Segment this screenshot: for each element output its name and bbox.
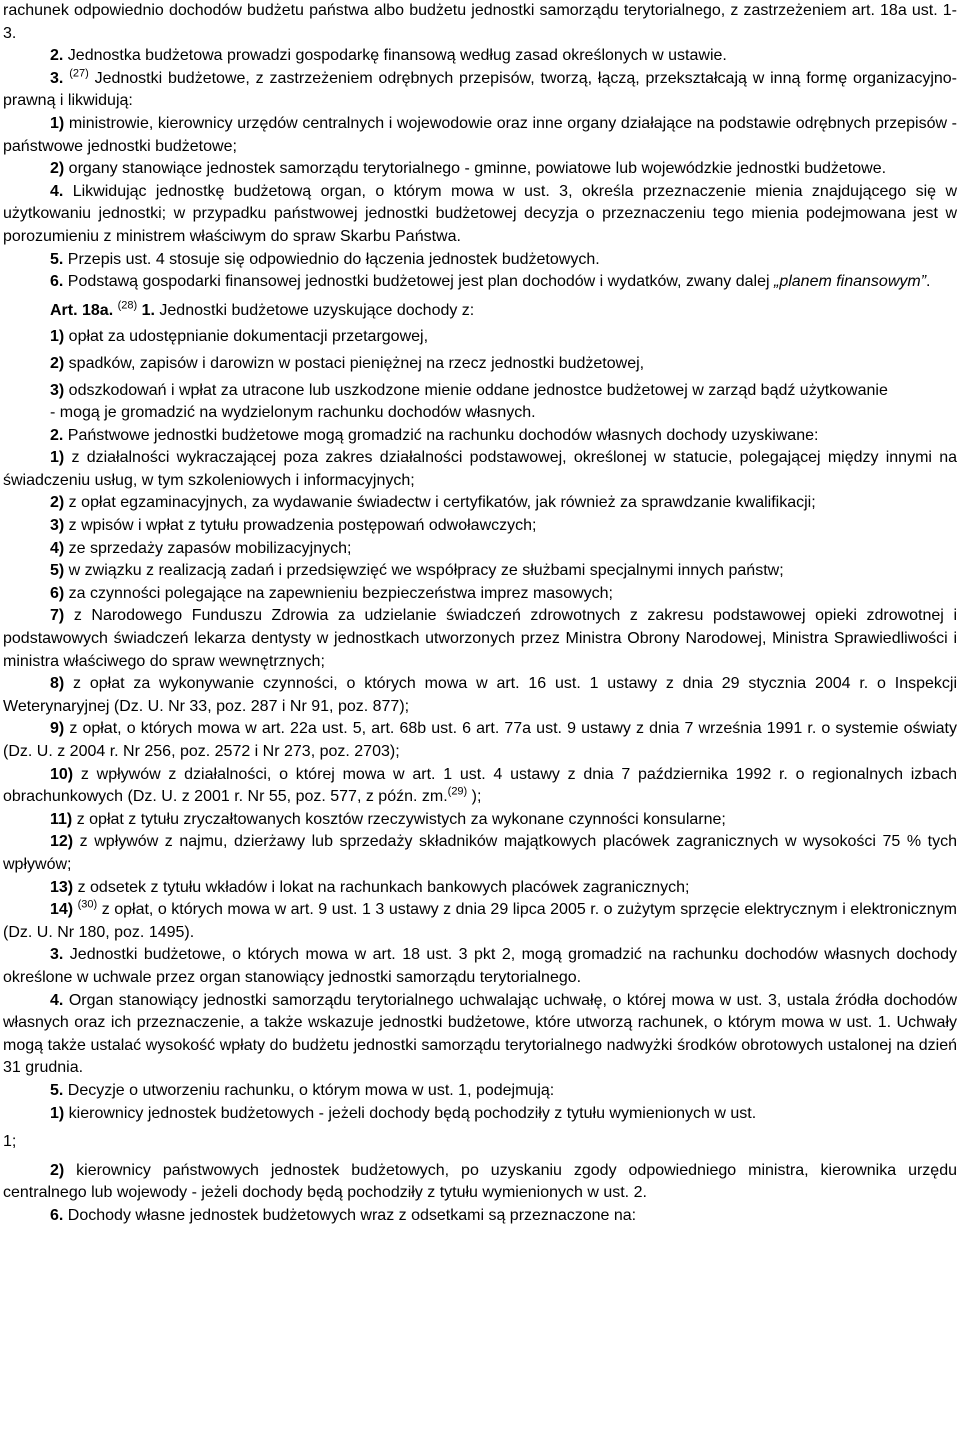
paragraph-text: Jednostka budżetowa prowadzi gospodarkę finansową według zasad określonych w ustawie. (63, 47, 727, 65)
paragraph (3, 1205, 957, 1228)
item-number: 14) (50, 901, 74, 919)
list-item-end: ); (467, 788, 482, 806)
list-item-text: ministrowie, kierownicy urzędów centralnych i wojewodowie oraz inne organy działające na podstawie odrębnych przepisów - państwowe jednostki budżetowe; (3, 114, 957, 155)
paragraph-text: Jednostki budżetowe, z zastrzeżeniem odrębnych przepisów, tworzą, łączą, przekształcają w inną formę organizacyjno-prawną i likwidują: (3, 69, 957, 110)
list-item (3, 560, 957, 583)
article-number: Art. 18a. (50, 301, 114, 319)
list-item (3, 326, 957, 349)
list-item-text: kierownicy jednostek budżetowych - jeżeli dochody będą pochodziły z tytułu wymienionych w ust. (64, 1104, 757, 1122)
paragraph-text: Państwowe jednostki budżetowe mogą gromadzić na rachunku dochodów własnych dochody uzyskiwane: (63, 426, 819, 444)
paragraph (3, 181, 957, 249)
list-item-text: spadków, zapisów i darowizn w postaci pieniężnej na rzecz jednostki budżetowej, (64, 354, 645, 372)
item-number: 9) (50, 720, 65, 738)
paragraph-text: Przepis ust. 4 stosuje się odpowiednio do łączenia jednostek budżetowych. (63, 250, 600, 268)
list-item-text: z wpisów i wpłat z tytułu prowadzenia postępowań odwoławczych; (64, 517, 537, 535)
paragraph-text: Likwidując jednostkę budżetową organ, o którym mowa w ust. 3, określa przeznaczenie mienia znajdującego się w użytkowaniu jednostki; w przypadku państwowej jednostki budżetowej decyzja o przeznaczeniu tego mienia podejmowana jest w porozumieniu z ministrem właściwym do spraw Skarbu Państwa. (3, 182, 957, 245)
list-item-text: w związku z realizacją zadań i przedsięwzięć we współpracy ze służbami specjalnymi innych państw; (64, 562, 784, 580)
paragraph (3, 944, 957, 989)
item-number: 12) (50, 833, 74, 851)
item-number: 2) (50, 354, 65, 372)
paragraph (3, 1080, 957, 1103)
paragraph (3, 425, 957, 448)
list-item-text: z działalności wykraczającej poza zakres działalności podstawowej, określonej w statucie, polegającej między innymi na świadczeniu usług, w tym szkoleniowych i informacyjnych; (3, 449, 957, 489)
paragraph (3, 990, 957, 1080)
item-number: 6) (50, 584, 65, 602)
list-item-text: z opłat, o których mowa w art. 22a ust. 5, art. 68b ust. 6 art. 77a ust. 9 ustawy z dnia 7 września 1991 r. o systemie oświaty (Dz. U. z 2004 r. Nr 256, poz. 2572 i Nr 273, poz. 2703); (3, 720, 957, 760)
item-number: 5) (50, 562, 65, 580)
list-item-text: z opłat, o których mowa w art. 9 ust. 1 3 ustawy z dnia 29 lipca 2005 r. o zużytym sprzęcie elektrycznym i elektronicznym (Dz. U. Nr 180, poz. 1495). (3, 901, 957, 941)
paragraph (3, 271, 957, 294)
list-item-text: ze sprzedaży zapasów mobilizacyjnych; (64, 539, 352, 557)
paragraph-text: Dochody własne jednostek budżetowych wraz z odsetkami są przeznaczone na: (63, 1206, 637, 1224)
footnote-ref: (29) (447, 785, 468, 798)
item-number: 3) (50, 517, 65, 535)
list-item-text: z wpływów z działalności, o której mowa w art. 1 ust. 4 ustawy z dnia 7 października 1992 r. o regionalnych izbach obrachunkowych (Dz. U. z 2001 r. Nr 55, poz. 577, z późn. zm. (3, 765, 957, 806)
list-item-text: z odsetek z tytułu wkładów i lokat na rachunkach bankowych placówek zagranicznych; (73, 878, 690, 896)
item-number: 8) (50, 675, 65, 693)
item-number: 3) (50, 381, 65, 399)
item-number: 13) (50, 878, 74, 896)
item-number: 2. (50, 47, 64, 65)
list-item (3, 809, 957, 832)
list-item (3, 113, 957, 158)
paragraph-text: Organ stanowiący jednostki samorządu terytorialnego uchwalając uchwałę, o której mowa w ust. 3, ustala źródła dochodów własnych oraz ich przeznaczenie, a także wskazuje jednostki budżetowe, które utworzą rachunek, o którym mowa w ust. 1. Uchwały mogą także ustalać wysokość wpłaty do budżetu jednostki samorządu terytorialnego nadwyżki środków obrotowych ustalonej na dzień 31 grudnia. (3, 991, 957, 1077)
list-item (3, 1103, 957, 1126)
item-number: 1) (50, 328, 65, 346)
list-item (3, 899, 957, 944)
list-item (3, 764, 957, 809)
paragraph (3, 68, 957, 113)
list-item (3, 605, 957, 673)
item-number: 2) (50, 160, 65, 178)
paragraph (3, 249, 957, 272)
paragraph-text: Podstawą gospodarki finansowej jednostki budżetowej jest plan dochodów i wydatków, zwany dalej (63, 273, 774, 291)
item-number: 3. (50, 946, 64, 964)
item-number: 6. (50, 1206, 64, 1224)
paragraph-text: Jednostki budżetowe uzyskujące dochody z: (154, 301, 475, 319)
list-item (3, 673, 957, 718)
article-heading-paragraph (3, 300, 957, 323)
item-number: 5. (50, 1081, 64, 1099)
item-number: 2) (50, 1161, 65, 1179)
item-number: 10) (50, 765, 74, 783)
item-number: 5. (50, 250, 64, 268)
item-number: 3. (50, 69, 64, 87)
list-item (3, 515, 957, 538)
item-number: 2) (50, 494, 65, 512)
paragraph-text: Jednostki budżetowe, o których mowa w art. 18 ust. 3 pkt 2, mogą gromadzić na rachunku dochodów własnych dochody określone w uchwale przez organ stanowiący jednostki samorządu terytorialnego. (3, 946, 957, 986)
list-item-text: kierownicy państwowych jednostek budżetowych, po uzyskaniu zgody odpowiedniego ministra, kierownika urzędu centralnego lub wojewody - jeżeli dochody będą pochodziły z tytułu wymienionych w ust. 2. (3, 1161, 957, 1202)
item-number: 11) (50, 810, 73, 828)
list-item (3, 831, 957, 876)
paragraph-text: Decyzje o utworzeniu rachunku, o którym mowa w ust. 1, podejmują: (63, 1081, 555, 1099)
item-number: 1) (50, 114, 65, 132)
item-number: 1) (50, 1104, 65, 1122)
defined-term: „planem finansowym” (773, 273, 927, 291)
list-item-text: za czynności polegające na zapewnieniu bezpieczeństwa imprez masowych; (64, 584, 613, 602)
paragraph: 1; (3, 1133, 17, 1151)
footnote-ref: (27) (69, 67, 89, 80)
list-item-text: organy stanowiące jednostek samorządu terytorialnego - gminne, powiatowe lub wojewódzkie jednostki budżetowe. (64, 160, 887, 178)
list-item (3, 1160, 957, 1205)
list-item (3, 583, 957, 606)
list-item (3, 538, 957, 561)
item-number: 4) (50, 539, 65, 557)
list-item (3, 447, 957, 492)
footnote-ref: (28) (117, 299, 138, 312)
list-item (3, 380, 957, 403)
list-item (3, 353, 957, 376)
list-item-text: z opłat za wykonywanie czynności, o których mowa w art. 16 ust. 1 ustawy z dnia 29 stycznia 2004 r. o Inspekcji Weterynaryjnej (Dz. U. Nr 33, poz. 287 i Nr 91, poz. 877); (3, 675, 957, 715)
list-item-text: opłat za udostępnianie dokumentacji przetargowej, (64, 328, 429, 346)
list-item-text: z Narodowego Funduszu Zdrowia za udzielanie świadczeń zdrowotnych z zakresu podstawowej opieki zdrowotnej i podstawowych świadczeń lekarza dentysty w jednostkach utworzonych przez Ministra Obrony Narodowej, Ministra Sprawiedliwości i ministra właściwego do spraw wewnętrznych; (3, 607, 957, 670)
list-item (3, 718, 957, 763)
item-number: 1) (50, 449, 65, 467)
list-item (3, 877, 957, 900)
item-number: 7) (50, 607, 65, 625)
item-number: 1. (141, 301, 155, 319)
footnote-ref: (30) (77, 898, 98, 911)
list-item-text: z wpływów z najmu, dzierżawy lub sprzedaży składników majątkowych placówek zagranicznych w wysokości 75 % tych wpływów; (3, 833, 957, 873)
item-number: 4. (50, 991, 64, 1009)
paragraph: rachunek odpowiednio dochodów budżetu państwa albo budżetu jednostki samorządu terytorialnego, z zastrzeżeniem art. 18a ust. 1-3. (3, 2, 957, 42)
paragraph-end: . (926, 273, 931, 291)
paragraph (3, 45, 957, 68)
list-item-text: odszkodowań i wpłat za utracone lub uszkodzone mienie oddane jednostce budżetowej w zarząd bądź użytkowanie (64, 381, 888, 399)
list-item-text: z opłat egzaminacyjnych, za wydawanie świadectw i certyfikatów, jak również za sprawdzanie kwalifikacji; (64, 494, 816, 512)
item-number: 6. (50, 273, 64, 291)
paragraph: - mogą je gromadzić na wydzielonym rachunku dochodów własnych. (50, 404, 536, 422)
item-number: 4. (50, 182, 64, 200)
item-number: 2. (50, 426, 64, 444)
list-item (3, 492, 957, 515)
list-item (3, 158, 957, 181)
list-item-text: z opłat z tytułu zryczałtowanych kosztów rzeczywistych za wykonane czynności konsularne; (72, 810, 726, 828)
